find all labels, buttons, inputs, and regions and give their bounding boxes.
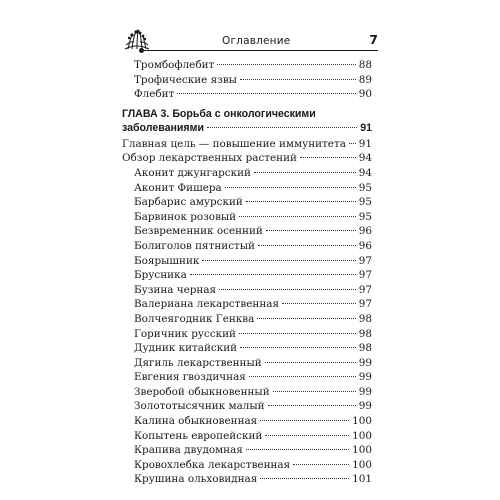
- toc-entry-page: 95: [358, 210, 372, 223]
- toc-entry-title: Кровохлебка лекарственная: [134, 458, 291, 471]
- toc-entry-title: Флебит: [134, 88, 175, 101]
- page-number: 7: [369, 32, 378, 47]
- toc-entry-page: 97: [358, 269, 372, 282]
- dot-leader: [202, 260, 355, 261]
- toc-entry: [122, 181, 372, 196]
- toc-entry-page: 95: [358, 196, 372, 209]
- toc-entry-page: 98: [358, 312, 372, 325]
- toc-entry-page: 100: [352, 444, 372, 457]
- dot-leader: [249, 376, 356, 377]
- plant-list: [122, 166, 372, 487]
- toc-entry: [122, 58, 372, 73]
- toc-entry: [122, 73, 372, 88]
- dot-leader: [254, 172, 356, 173]
- toc-entry: [122, 268, 372, 283]
- dot-leader: [257, 318, 355, 319]
- toc-entry-title: Евгения гвоздичная: [134, 371, 246, 384]
- running-title: Оглавление: [222, 35, 291, 47]
- dot-leader: [300, 157, 356, 158]
- toc-entry: [122, 137, 372, 152]
- chapter-title-line2: заболеваниями: [122, 121, 204, 134]
- toc-entry: [122, 327, 372, 342]
- toc-entry-title: Золототысячник малый: [134, 400, 265, 413]
- toc-entry-title: Зверобой обыкновенный: [134, 385, 270, 398]
- toc-entry: [122, 443, 372, 458]
- toc-entry-page: 96: [358, 239, 372, 252]
- toc-entry-title: Волчеягодник Генква: [134, 312, 255, 325]
- toc-entry-title: Тромбофлебит: [134, 59, 215, 71]
- dot-leader: [258, 245, 356, 246]
- toc-entry-page: 100: [352, 415, 372, 428]
- toc-entry: [122, 385, 372, 400]
- toc-entry-page: 95: [358, 181, 372, 194]
- chapter-page: 91: [360, 121, 372, 134]
- toc-entry: [122, 429, 372, 444]
- dot-leader: [240, 79, 356, 80]
- toc-entry-title: Барбарис амурский: [134, 196, 243, 209]
- toc-entry: [122, 87, 372, 102]
- toc-entry-title: Дудник китайский: [134, 342, 238, 355]
- toc-entry-title: Аконит джунгарский: [134, 166, 251, 179]
- toc-entry-title: Крушина ольховидная: [134, 473, 258, 486]
- dot-leader: [268, 405, 356, 406]
- toc-entry: [122, 370, 372, 385]
- dot-leader: [239, 333, 356, 334]
- dot-leader: [265, 435, 349, 436]
- dot-leader: [273, 391, 356, 392]
- toc-entry-title: Главная цель — повышение иммунитета: [122, 137, 346, 150]
- toc-entry-title: Аконит Фишера: [134, 181, 222, 194]
- toc-entry-page: 100: [352, 458, 372, 471]
- toc-entry: [122, 210, 372, 225]
- toc-entry: [122, 414, 372, 429]
- chapter-title-entry: [122, 121, 372, 135]
- dot-leader: [266, 230, 356, 231]
- dot-leader: [219, 289, 356, 290]
- toc-entry-title: Калина обыкновенная: [134, 415, 258, 428]
- dot-leader: [217, 64, 356, 65]
- toc-entry: [122, 341, 372, 356]
- toc-entry-title: Дягиль лекарственный: [134, 356, 262, 369]
- toc-entry-title: Брусника: [134, 269, 187, 282]
- toc-entry: [122, 312, 372, 327]
- toc-entry-page: 88: [358, 59, 372, 71]
- toc-entry: [122, 399, 372, 414]
- ornament-logo-icon: [122, 29, 152, 51]
- toc-entry-title: Бузина черная: [134, 283, 217, 296]
- toc-entry-page: 97: [358, 283, 372, 296]
- toc-entry-title: Болиголов пятнистый: [134, 239, 255, 252]
- toc-entry-title: Барвинок розовый: [134, 210, 237, 223]
- toc-entry-title: Копытень европейский: [134, 429, 263, 442]
- toc-entry-page: 98: [358, 342, 372, 355]
- header-rule: [142, 50, 378, 51]
- dot-leader: [207, 127, 357, 128]
- dot-leader: [190, 274, 356, 275]
- toc-entry-page: 99: [358, 371, 372, 384]
- dot-leader: [246, 449, 349, 450]
- toc-entry: [122, 195, 372, 210]
- dot-leader: [260, 420, 349, 421]
- dot-leader: [177, 93, 355, 94]
- toc-entry-page: 99: [358, 385, 372, 398]
- toc-entry-page: 99: [358, 356, 372, 369]
- toc-entry-title: Трофические язвы: [134, 73, 237, 86]
- toc-entry-page: 97: [358, 298, 372, 311]
- toc-entry: [122, 283, 372, 298]
- toc-entry-page: 89: [358, 73, 372, 86]
- toc-entry-page: 94: [358, 166, 372, 179]
- dot-leader: [293, 464, 349, 465]
- toc-entry-page: 101: [352, 473, 372, 486]
- toc-entry-page: 100: [352, 429, 372, 442]
- toc-entry-page: 91: [358, 137, 372, 150]
- toc-entry-title: Безвременник осенний: [134, 225, 263, 238]
- toc-entry-title: Крапива двудомная: [134, 444, 243, 457]
- toc-entry-title: Валериана лекарственная: [134, 298, 280, 311]
- toc-entry: [122, 239, 372, 254]
- toc-entry-title: Боярышник: [134, 254, 200, 267]
- toc-entry: [122, 356, 372, 371]
- toc-entry: [122, 254, 372, 269]
- toc-entry: [122, 472, 372, 487]
- dot-leader: [239, 216, 356, 217]
- toc-entry: [122, 458, 372, 473]
- dot-leader: [246, 201, 356, 202]
- page-header: [122, 29, 378, 53]
- toc-entry-page: 98: [358, 327, 372, 340]
- dot-leader: [265, 362, 356, 363]
- dot-leader: [225, 187, 356, 188]
- toc-entry-page: 94: [358, 152, 372, 165]
- toc-entry-page: 90: [358, 88, 372, 101]
- toc-entry: [122, 151, 372, 166]
- toc-entry-title: Обзор лекарственных растений: [122, 152, 297, 165]
- dot-leader: [282, 303, 356, 304]
- table-of-contents: [122, 58, 372, 487]
- toc-entry: [122, 297, 372, 312]
- toc-entry: [122, 166, 372, 181]
- toc-entry-page: 97: [358, 254, 372, 267]
- dot-leader: [260, 478, 349, 479]
- toc-entry-title: Горичник русский: [134, 327, 236, 340]
- dot-leader: [349, 143, 356, 144]
- toc-entry: [122, 224, 372, 239]
- chapter-heading: [122, 107, 372, 135]
- toc-entry-page: 96: [358, 225, 372, 238]
- dot-leader: [240, 347, 356, 348]
- chapter-title-line1: ГЛАВА 3. Борьба с онкологическими: [122, 107, 316, 120]
- toc-entry-page: 99: [358, 400, 372, 413]
